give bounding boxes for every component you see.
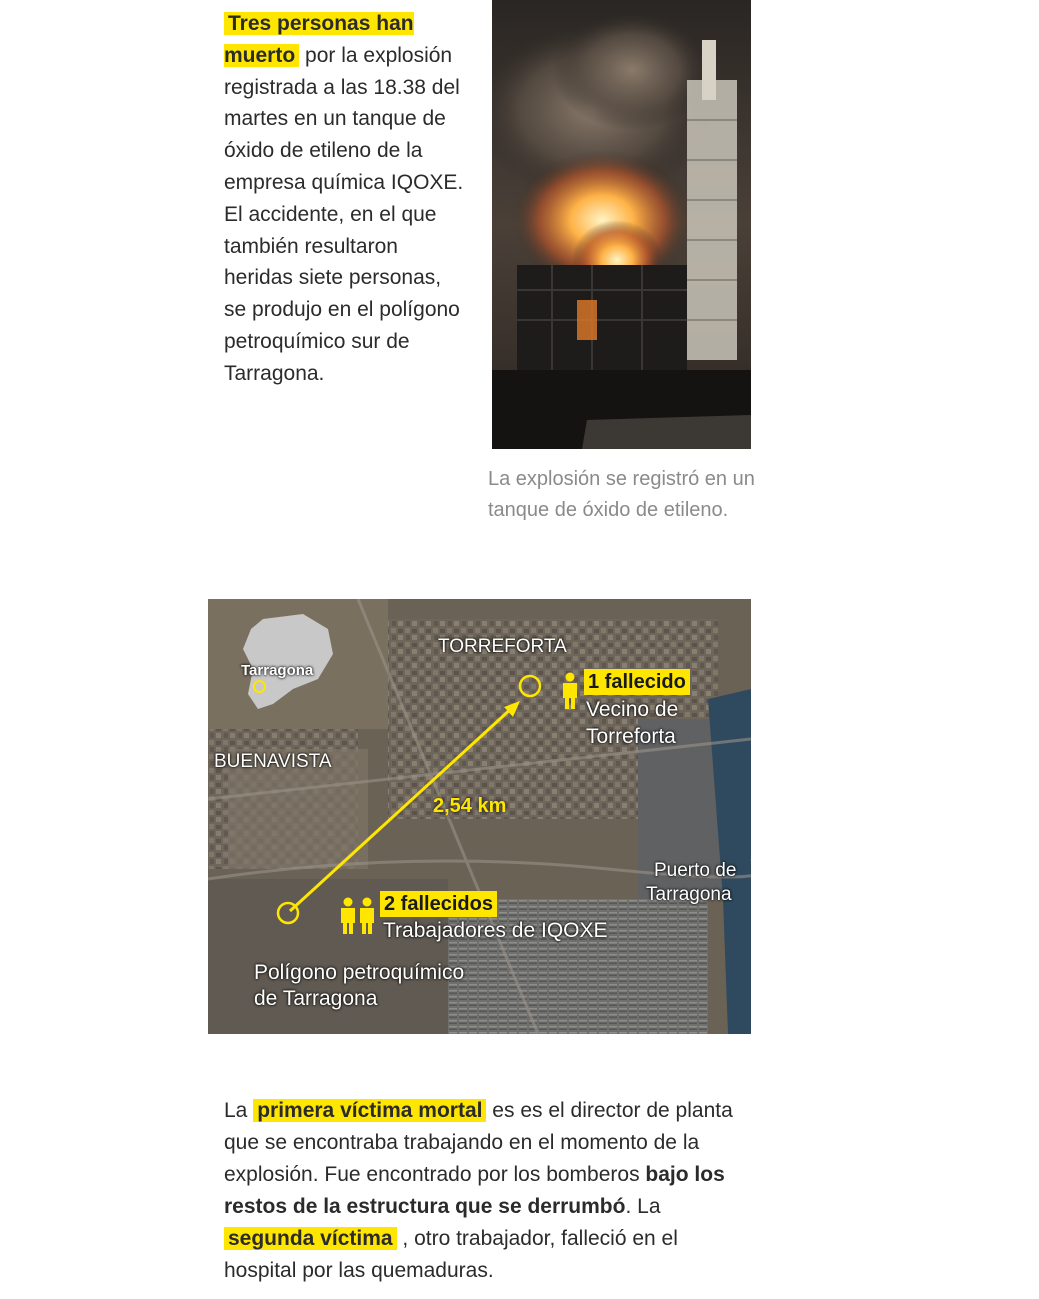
map-graphic <box>208 599 751 1034</box>
victim1-line1: Vecino de <box>586 698 679 721</box>
inset-label: Tarragona <box>241 662 314 679</box>
distance-label: 2,54 km <box>433 795 507 817</box>
puerto-line1: Puerto de <box>654 860 737 881</box>
body-text-3: . La <box>625 1195 661 1218</box>
body-paragraph <box>224 1095 744 1287</box>
puerto-line2: Tarragona <box>646 884 732 905</box>
photo-caption: La explosión se registró en un tanque de óxido de etileno. <box>488 468 755 521</box>
two-person-icon <box>340 897 376 935</box>
body-bold-1: bajo los restos de la estructura que se derrumbó <box>224 1163 725 1218</box>
body-text-1: La <box>224 1099 254 1122</box>
label-buenavista: BUENAVISTA <box>214 751 332 772</box>
intro-paragraph <box>224 8 469 390</box>
victim2-count: 2 fallecidos <box>380 891 497 917</box>
body-text-2: es es el director de planta que se encontraba trabajando en el momento de la explosión. Fue encontrado por los bomberos <box>224 1099 733 1186</box>
victim1-count: 1 fallecido <box>584 669 690 695</box>
person-icon <box>561 672 579 710</box>
poligono-line2: de Tarragona <box>254 987 378 1010</box>
body-text-4: , otro trabajador, falleció en el hospital por las quemaduras. <box>224 1227 678 1282</box>
body-highlight-1: primera víctima mortal <box>253 1099 486 1122</box>
explosion-photo-drawing <box>492 0 751 449</box>
victim2-desc: Trabajadores de IQOXE <box>383 919 608 942</box>
body-highlight-2: segunda víctima <box>224 1227 397 1250</box>
label-torreforta: TORREFORTA <box>438 636 567 657</box>
victim1-line2: Torreforta <box>586 725 676 748</box>
explosion-photo <box>492 0 751 449</box>
poligono-line1: Polígono petroquímico <box>254 961 465 984</box>
intro-body: por la explosión registrada a las 18.38 del martes en un tanque de óxido de etileno de la empresa química IQOXE. El accidente, en el que también resultaron heridas siete personas, se produjo en el polígono petroquímico sur de Tarragona. <box>224 43 464 385</box>
intro-highlight: Tres personas han muerto <box>224 12 414 67</box>
